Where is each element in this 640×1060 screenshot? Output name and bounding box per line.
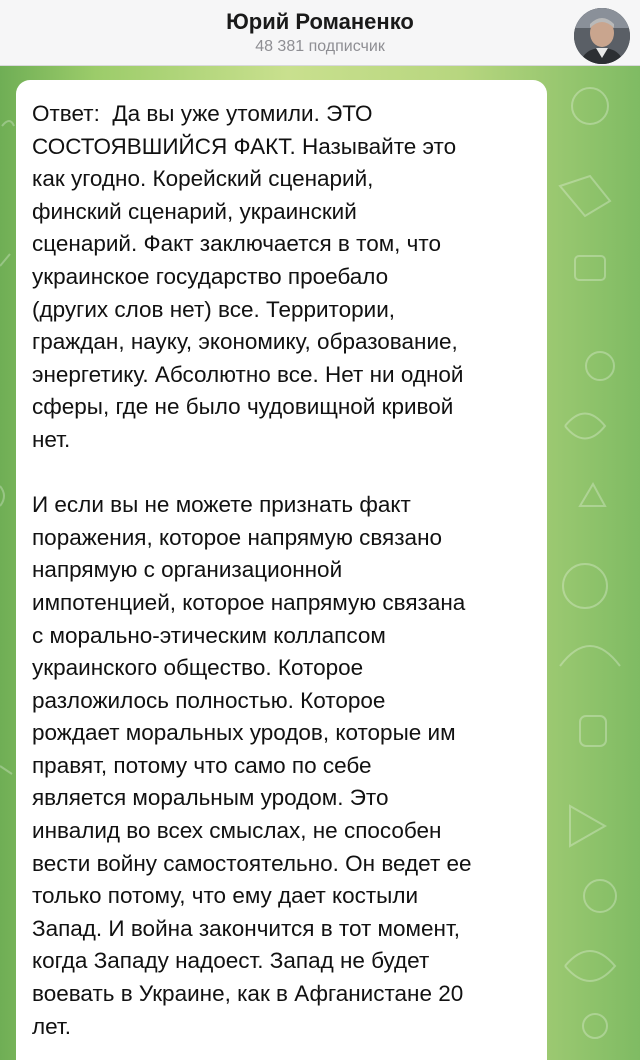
subscriber-count: 48 381 подписчик xyxy=(255,38,385,55)
channel-title[interactable]: Юрий Романенко xyxy=(226,9,414,34)
channel-avatar[interactable] xyxy=(574,8,630,64)
chat-header xyxy=(0,0,640,66)
message-text: Ответ: Да вы уже утомили. ЭТО СОСТОЯВШИЙСЯ ФАКТ. Называйте это как угодно. Корейский сценарий, финский сценарий, украинский сценарий. Факт заключается в том, что украинское государство проебало (других слов нет) все. Территории, граждан, науку, экономику, образование, энергетику. Абсолютно все. Нет ни одной сферы, где не было чудовищной кривой нет. И если вы не можете признать факт поражения, которое напрямую связано напрямую с организационной импотенцией, которое напрямую связана с морально-этическим коллапсом украинского общество. Которое разложилось полностью. Которое рождает моральных уродов, которые им правят, потому что само по себе является моральным уродом. Это инвалид во всех смыслах, не способен вести войну самостоятельно. Он ведет ее только потому, что ему дает костыли Запад. И война закончится в тот момент, когда Западу надоест. Запад не будет воевать в Украине, как в Афганистане 20 лет. xyxy=(32,101,472,1039)
message-bubble xyxy=(16,80,547,1060)
avatar-photo-icon xyxy=(574,8,630,64)
chat-wallpaper xyxy=(0,66,640,1060)
